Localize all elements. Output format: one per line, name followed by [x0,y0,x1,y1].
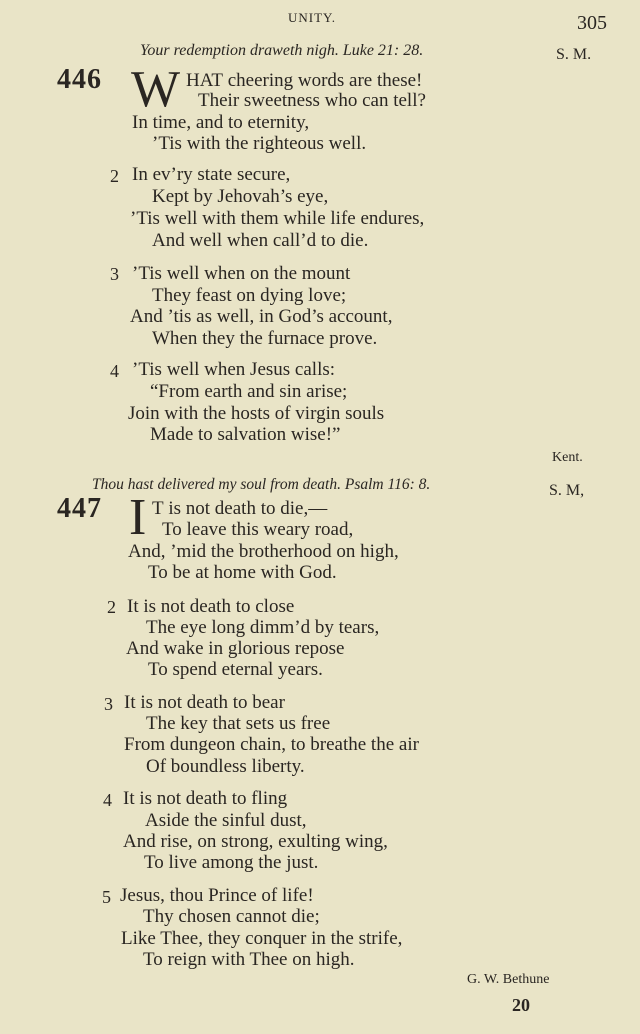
verse-number: 3 [104,694,113,714]
meter: S. M, [549,482,585,499]
hymn-line: They feast on dying love; [152,285,347,306]
hymn-line: The eye long dimm’d by tears, [146,617,380,638]
hymn-line: From dungeon chain, to breathe the air [124,734,419,755]
verse-number: 5 [102,887,111,907]
hymn-line: It is not death to close [127,596,295,617]
hymn-line: ’Tis well when Jesus calls: [132,359,336,380]
hymn-number: 446 [57,64,102,95]
first-word-rest: T [152,498,164,519]
page-number: 305 [577,12,607,34]
verse-number: 4 [110,361,119,381]
meter: S. M. [556,46,592,63]
hymn-line: Jesus, thou Prince of life! [120,885,314,906]
hymn-line: The key that sets us free [146,713,331,734]
hymn-line: To leave this weary road, [162,519,354,540]
hymn-line: Kept by Jehovah’s eye, [152,186,329,207]
hymn-line: In time, and to eternity, [132,112,310,133]
verse-number: 4 [103,790,112,810]
hymn-line: To be at home with God. [148,562,337,583]
drop-cap: I [129,489,147,546]
first-word-rest: HAT [186,70,223,91]
hymn-line: When they the furnace prove. [152,328,378,349]
hymn-line: And ’tis as well, in God’s account, [130,306,393,327]
hymn-line: Like Thee, they conquer in the strife, [121,928,403,949]
hymn-line: Thy chosen cannot die; [143,906,320,927]
verse-number: 2 [110,166,119,186]
signature-mark: 20 [512,995,530,1015]
verse-number: 3 [110,264,119,284]
hymn-line: Join with the hosts of virgin souls [128,403,385,424]
first-line-rest: cheering words are these! [222,70,423,91]
composer-name: Kent. [552,450,583,465]
hymn-line [186,70,422,92]
hymn-line: Aside the sinful dust, [145,810,307,831]
hymn-line: To live among the just. [144,852,319,873]
hymn-line: And rise, on strong, exulting wing, [123,831,388,852]
hymn-number: 447 [57,493,102,524]
hymn-line [152,498,327,520]
scripture-reference: Thou hast delivered my soul from death. Psalm 116: 8. [92,476,431,493]
hymn-line: To reign with Thee on high. [143,949,355,970]
scripture-reference: Your redemption draweth nigh. Luke 21: 28. [140,42,424,59]
first-line-rest: is not death to die,— [163,498,328,519]
hymn-line: ’Tis well with them while life endures, [130,208,425,229]
section-title: UNITY. [288,10,337,25]
drop-cap: W [131,61,181,118]
hymn-line: Their sweetness who can tell? [198,90,426,111]
hymn-line: And well when call’d to die. [152,230,369,251]
hymn-line: To spend eternal years. [148,659,323,680]
hymn-line: ’Tis with the righteous well. [152,133,367,154]
hymn-line: It is not death to fling [123,788,288,809]
composer-name: G. W. Bethune [467,972,550,987]
hymn-line: ’Tis well when on the mount [132,263,351,284]
hymn-line: “From earth and sin arise; [150,381,348,402]
hymn-line: And wake in glorious repose [126,638,345,659]
verse-number: 2 [107,597,116,617]
hymn-line: In ev’ry state secure, [132,164,291,185]
hymn-line: And, ’mid the brotherhood on high, [128,541,399,562]
hymn-line: Made to salvation wise!” [150,424,341,445]
hymn-line: Of boundless liberty. [146,756,305,777]
hymn-line: It is not death to bear [124,692,285,713]
